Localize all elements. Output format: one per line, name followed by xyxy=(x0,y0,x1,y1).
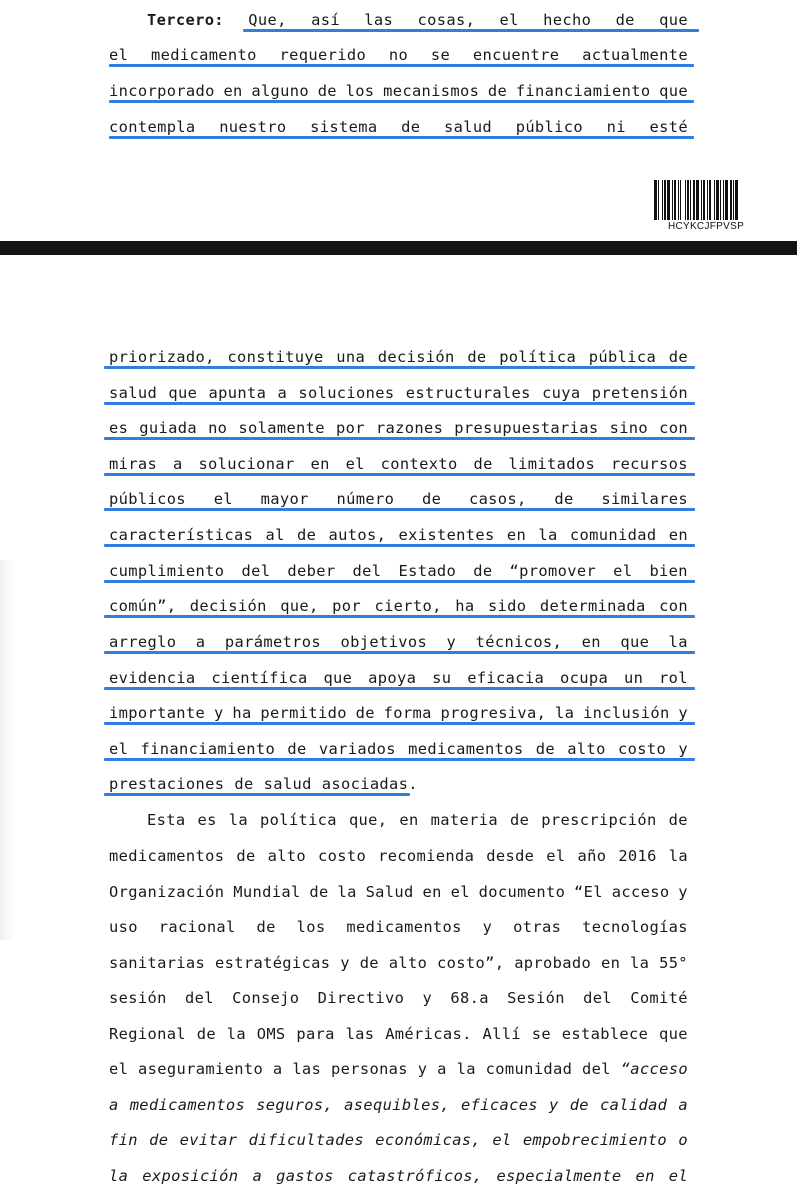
word: que xyxy=(168,384,198,402)
word: de xyxy=(467,348,487,366)
word: contempla xyxy=(109,118,196,136)
word: no xyxy=(208,419,228,437)
word: forma xyxy=(383,704,432,722)
word: sino xyxy=(609,419,649,437)
word: que, xyxy=(280,597,319,615)
word: fin xyxy=(109,1131,138,1149)
word: en xyxy=(399,811,419,829)
word: costo xyxy=(318,847,367,865)
word: de xyxy=(196,1025,216,1043)
word: comunidad xyxy=(569,526,657,544)
word: constituye xyxy=(227,348,324,366)
text-line xyxy=(109,1130,688,1150)
word: el xyxy=(213,490,233,508)
text-line xyxy=(109,988,688,1008)
word: variados xyxy=(318,740,396,758)
word: solucionar xyxy=(198,455,295,473)
highlight-underline xyxy=(104,758,695,761)
word: los xyxy=(296,918,326,936)
word: del xyxy=(352,562,382,580)
word: las xyxy=(292,1060,322,1078)
text-line xyxy=(109,454,688,474)
word: económicas, xyxy=(375,1131,482,1149)
highlight-underline xyxy=(104,366,695,369)
word: tecnologías xyxy=(582,918,688,936)
word: en xyxy=(635,1167,655,1185)
text-line xyxy=(109,1059,688,1079)
page-edge-shadow xyxy=(0,560,14,940)
word: cierto, xyxy=(374,597,442,615)
word: de xyxy=(535,740,555,758)
word: catastróficos, xyxy=(347,1167,483,1185)
word: ha xyxy=(232,704,252,722)
word: los xyxy=(345,82,375,100)
word: que xyxy=(659,82,688,100)
word: común”, xyxy=(109,597,177,615)
barcode-code: HCYKCJFPVSP xyxy=(667,221,745,232)
word: de xyxy=(401,118,421,136)
word: Salud xyxy=(365,883,414,901)
word: a xyxy=(195,633,206,651)
word: la xyxy=(228,811,248,829)
word: cumplimiento xyxy=(109,562,225,580)
word: comunidad xyxy=(485,1060,573,1078)
word: de xyxy=(668,811,688,829)
word: pretensión xyxy=(591,384,688,402)
word: alto xyxy=(567,740,606,758)
word: estratégicas xyxy=(215,954,331,972)
word: OMS xyxy=(256,1025,286,1043)
text-line xyxy=(109,1024,688,1044)
word: de xyxy=(359,954,379,972)
word: deber xyxy=(287,562,336,580)
text-line xyxy=(109,1095,688,1115)
text-line xyxy=(109,596,688,616)
word: financiamiento xyxy=(515,82,651,100)
word: con xyxy=(659,597,688,615)
word: de xyxy=(149,1131,169,1149)
highlight-underline xyxy=(104,437,695,440)
word: alguno xyxy=(251,82,310,100)
word: Allí xyxy=(482,1025,521,1043)
word: el xyxy=(109,1060,129,1078)
highlight-underline xyxy=(104,793,410,796)
word: actualmente xyxy=(582,46,688,64)
word: la xyxy=(226,1025,246,1043)
word: Directivo xyxy=(317,989,405,1007)
word: el xyxy=(109,740,129,758)
word: soluciones xyxy=(298,384,395,402)
word: determinada xyxy=(539,597,646,615)
word: las xyxy=(364,11,394,29)
word: salud xyxy=(443,118,493,136)
word: importante xyxy=(109,704,206,722)
word: Estado xyxy=(398,562,457,580)
highlight-underline xyxy=(109,136,694,139)
word: por xyxy=(332,597,361,615)
word: eficaces xyxy=(461,1096,538,1114)
word: sanitarias xyxy=(109,954,206,972)
word: alto xyxy=(388,954,428,972)
word: que, xyxy=(348,811,388,829)
highlight-underline xyxy=(104,651,695,654)
word: la xyxy=(337,883,357,901)
word: número xyxy=(336,490,395,508)
word: en xyxy=(223,82,243,100)
word: gastos xyxy=(276,1167,334,1185)
word: establece xyxy=(561,1025,649,1043)
word: de xyxy=(473,562,493,580)
word: salud xyxy=(109,384,158,402)
word: a xyxy=(277,384,288,402)
word: a xyxy=(172,455,183,473)
word: materia xyxy=(430,811,498,829)
word: dificultades xyxy=(248,1131,364,1149)
word: sistema xyxy=(310,118,378,136)
word: razones xyxy=(375,419,444,437)
word: de xyxy=(297,526,317,544)
word: el xyxy=(492,1131,512,1149)
word: se xyxy=(531,1025,551,1043)
word: priorizado, xyxy=(109,348,215,366)
word: la xyxy=(668,847,688,865)
word: el xyxy=(450,883,470,901)
word: evidencia xyxy=(109,669,196,687)
word: se xyxy=(430,46,451,64)
text-line xyxy=(109,882,688,902)
text-line xyxy=(109,45,688,65)
word: desde xyxy=(486,847,535,865)
word: el xyxy=(546,847,566,865)
highlight-underline xyxy=(243,29,699,32)
text-line xyxy=(109,703,688,723)
word: que xyxy=(659,1025,688,1043)
text-line xyxy=(147,810,688,830)
highlight-underline xyxy=(104,687,695,690)
word: del xyxy=(583,989,612,1007)
word: calidad xyxy=(599,1096,668,1114)
word: rol xyxy=(659,669,688,687)
word: Mundial xyxy=(233,883,301,901)
word: características xyxy=(109,526,254,544)
word: incorporado xyxy=(109,82,215,100)
word: y xyxy=(678,883,688,901)
word: 68.a xyxy=(450,989,489,1007)
word: sido xyxy=(487,597,527,615)
word: técnicos, xyxy=(475,633,563,651)
text-line xyxy=(109,774,688,794)
word: a xyxy=(437,1060,447,1078)
page-separator xyxy=(0,241,797,255)
word: medicamentos xyxy=(109,847,225,865)
word: estructurales xyxy=(405,384,531,402)
word: decisión xyxy=(377,348,455,366)
word: es xyxy=(109,419,129,437)
word: apoya xyxy=(368,669,417,687)
word: financiamiento xyxy=(140,740,276,758)
word: y xyxy=(213,704,224,722)
word: documento xyxy=(478,883,566,901)
word: la xyxy=(538,526,558,544)
highlight-underline xyxy=(104,722,695,725)
word: prescripción xyxy=(541,811,657,829)
text-line xyxy=(109,81,688,101)
word: y xyxy=(446,633,457,651)
word: acceso xyxy=(611,883,670,901)
word: de xyxy=(473,455,493,473)
word: en xyxy=(600,954,621,972)
word: Américas. xyxy=(385,1025,472,1043)
word: casos, xyxy=(468,490,527,508)
word: política xyxy=(259,811,337,829)
text-line xyxy=(109,383,688,403)
word: seguros, xyxy=(256,1096,334,1114)
word: guiada xyxy=(139,419,197,437)
word: ocupa xyxy=(560,669,609,687)
word: de xyxy=(256,918,276,936)
word: “promover xyxy=(509,562,597,580)
word: ni xyxy=(606,118,626,136)
word: el xyxy=(109,46,129,64)
word: de xyxy=(234,775,254,793)
word: de xyxy=(309,883,329,901)
word: salud xyxy=(263,775,312,793)
text-line xyxy=(109,525,688,545)
word: la xyxy=(456,1060,476,1078)
word: otras xyxy=(513,918,562,936)
word: Esta xyxy=(147,811,186,829)
word: contexto xyxy=(380,455,458,473)
word: costo”, xyxy=(437,954,505,972)
text-line xyxy=(109,846,688,866)
word: en xyxy=(310,455,330,473)
word: de xyxy=(287,740,307,758)
word: el xyxy=(499,11,519,29)
word: una xyxy=(336,348,366,366)
word: apunta xyxy=(208,384,267,402)
word: de xyxy=(569,1096,589,1114)
word: evitar xyxy=(179,1131,238,1149)
word: que xyxy=(323,669,353,687)
word: objetivos xyxy=(340,633,428,651)
word: cuya xyxy=(542,384,581,402)
word: con xyxy=(659,419,688,437)
word: existentes xyxy=(398,526,495,544)
word: y xyxy=(549,1096,559,1114)
word: en xyxy=(581,633,601,651)
word: aseguramiento xyxy=(138,1060,264,1078)
word: y xyxy=(678,704,688,722)
highlight-underline xyxy=(104,473,695,476)
word: cosas, xyxy=(417,11,476,29)
word: del xyxy=(582,1060,611,1078)
word: alto xyxy=(267,847,307,865)
word: de xyxy=(236,847,256,865)
highlight-underline xyxy=(104,544,695,547)
word: inclusión xyxy=(583,704,670,722)
word: bien xyxy=(649,562,688,580)
word: de xyxy=(487,82,508,100)
word: medicamentos xyxy=(129,1096,246,1114)
text-line xyxy=(109,347,688,367)
word: Organización xyxy=(109,883,225,901)
word: y xyxy=(340,954,350,972)
word: es xyxy=(197,811,217,829)
word: el xyxy=(668,1167,688,1185)
word: ha xyxy=(455,597,475,615)
word: y xyxy=(422,989,433,1007)
word: por xyxy=(335,419,365,437)
word: a xyxy=(109,1096,119,1114)
highlight-underline xyxy=(104,402,695,405)
word: recursos xyxy=(610,455,688,473)
text-line xyxy=(147,10,688,30)
word: el xyxy=(345,455,365,473)
word: que xyxy=(620,633,650,651)
word: Consejo xyxy=(232,989,300,1007)
word: uso xyxy=(109,918,138,936)
word: de xyxy=(421,490,442,508)
text-line xyxy=(109,1166,688,1186)
word: “El xyxy=(574,883,603,901)
word: mecanismos xyxy=(383,82,480,100)
word: limitados xyxy=(508,455,596,473)
word: especialmente xyxy=(496,1167,622,1185)
word: autos, xyxy=(328,526,387,544)
word: la xyxy=(555,704,575,722)
word: miras xyxy=(109,455,158,473)
text-line xyxy=(109,953,688,973)
word: exposición xyxy=(142,1167,239,1185)
word: Sesión xyxy=(507,989,565,1007)
barcode-gap xyxy=(738,180,739,220)
word: de xyxy=(554,490,574,508)
word: el xyxy=(613,562,633,580)
word: de xyxy=(317,82,337,100)
word: pública xyxy=(588,348,657,366)
word: o xyxy=(678,1131,688,1149)
word: Comité xyxy=(630,989,688,1007)
text-line xyxy=(109,489,688,509)
word: esté xyxy=(649,118,688,136)
text-line xyxy=(109,561,688,581)
word: personas xyxy=(330,1060,408,1078)
word: racional xyxy=(158,918,236,936)
word: 55° xyxy=(659,954,688,972)
word: año xyxy=(577,847,607,865)
word: de xyxy=(615,11,635,29)
word: prestaciones xyxy=(109,775,225,793)
word: nuestro xyxy=(219,118,287,136)
highlight-underline xyxy=(104,508,695,511)
highlight-underline xyxy=(109,100,694,103)
word: en xyxy=(668,526,688,544)
text-line xyxy=(109,117,688,137)
word: aprobado xyxy=(514,954,592,972)
word: medicamentos xyxy=(408,740,524,758)
word: y xyxy=(417,1060,428,1078)
word: Tercero: xyxy=(147,11,224,29)
highlight-underline xyxy=(109,64,694,67)
word: encuentre xyxy=(472,46,560,64)
word: de xyxy=(668,348,688,366)
word: públicos xyxy=(109,490,186,508)
word: presupuestarias xyxy=(454,419,599,437)
word: científica xyxy=(211,669,308,687)
text-line xyxy=(109,418,688,438)
word: la xyxy=(630,954,650,972)
word: solamente xyxy=(238,419,325,437)
text-line xyxy=(109,632,688,652)
word: arreglo xyxy=(109,633,177,651)
word: no xyxy=(388,46,409,64)
word: asequibles, xyxy=(344,1096,450,1114)
word: a xyxy=(252,1167,263,1185)
word: en xyxy=(506,526,527,544)
highlight-underline xyxy=(104,580,695,583)
word: que xyxy=(659,11,688,29)
word: “acceso xyxy=(620,1060,688,1078)
word: política xyxy=(499,348,577,366)
barcode-image xyxy=(654,180,758,220)
word: requerido xyxy=(279,46,367,64)
text-line xyxy=(109,739,688,759)
word: público xyxy=(515,118,584,136)
word: eficacia xyxy=(467,669,545,687)
word: similares xyxy=(601,490,688,508)
word: sesión xyxy=(109,989,167,1007)
word: asociadas. xyxy=(321,775,418,793)
word: al xyxy=(265,526,285,544)
highlight-underline xyxy=(104,615,695,618)
word: permitido xyxy=(260,704,347,722)
word: del xyxy=(184,989,214,1007)
word: a xyxy=(678,1096,688,1114)
word: en xyxy=(422,883,442,901)
word: su xyxy=(432,669,452,687)
word: progresiva, xyxy=(440,704,547,722)
word: y xyxy=(678,740,688,758)
word: las xyxy=(345,1025,375,1043)
word: recomienda xyxy=(378,847,475,865)
word: de xyxy=(355,704,375,722)
word: Que, xyxy=(248,11,287,29)
word: mayor xyxy=(260,490,309,508)
word: medicamentos xyxy=(346,918,462,936)
word: del xyxy=(241,562,271,580)
text-line xyxy=(109,668,688,688)
word: de xyxy=(510,811,530,829)
word: la xyxy=(668,633,688,651)
word: 2016 xyxy=(618,847,657,865)
word: así xyxy=(311,11,340,29)
word: a xyxy=(272,1060,283,1078)
word: parámetros xyxy=(224,633,322,651)
word: para xyxy=(296,1025,335,1043)
word: un xyxy=(623,669,644,687)
word: Regional xyxy=(109,1025,186,1043)
word: y xyxy=(482,918,493,936)
word: la xyxy=(109,1167,129,1185)
word: empobrecimiento xyxy=(522,1131,668,1149)
word: medicamento xyxy=(151,46,257,64)
word: hecho xyxy=(543,11,592,29)
word: decisión xyxy=(189,597,267,615)
text-line xyxy=(109,917,688,937)
word: costo xyxy=(618,740,667,758)
